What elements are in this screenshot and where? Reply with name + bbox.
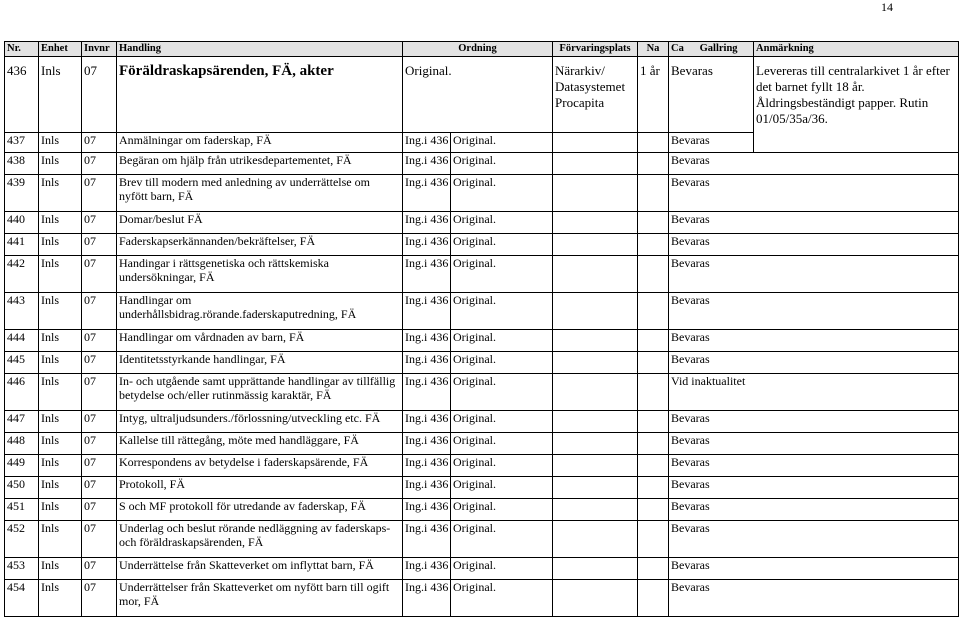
table-row: [5, 212, 959, 234]
cell-enhet: Inls: [39, 411, 82, 433]
table-row: [5, 352, 959, 374]
cell-invnr: 07: [82, 433, 117, 455]
cell-ordning: Original.: [451, 558, 553, 580]
cell-forvaringsplats: [553, 499, 638, 521]
table-row: [5, 580, 959, 617]
header-na: Na: [638, 42, 669, 57]
cell-ordning-ref: Ing.i 436: [403, 477, 451, 499]
cell-forvaringsplats: [553, 212, 638, 234]
table-row: [5, 433, 959, 455]
cell-nr: 450: [5, 477, 39, 499]
cell-gallring: Vid inaktualitet: [669, 374, 959, 411]
cell-invnr: 07: [82, 153, 117, 175]
cell-ordning: Original.: [403, 57, 553, 133]
cell-ordning: Original.: [451, 330, 553, 352]
cell-ordning-ref: Ing.i 436: [403, 293, 451, 330]
cell-nr: 439: [5, 175, 39, 212]
cell-handling: Handlingar om underhållsbidrag.rörande.faderskaputredning, FÄ: [117, 293, 403, 330]
header-invnr: Invnr: [82, 42, 117, 57]
cell-ordning-ref: Ing.i 436: [403, 521, 451, 558]
cell-ordning-ref: Ing.i 436: [403, 256, 451, 293]
table-row: [5, 256, 959, 293]
cell-invnr: 07: [82, 477, 117, 499]
cell-ordning: Original.: [451, 521, 553, 558]
table-row: [5, 175, 959, 212]
header-anmarkning: Anmärkning: [754, 42, 959, 57]
cell-ordning-ref: Ing.i 436: [403, 455, 451, 477]
cell-ordning-ref: Ing.i 436: [403, 433, 451, 455]
cell-ordning: Original.: [451, 293, 553, 330]
cell-gallring: Bevaras: [669, 433, 959, 455]
cell-ordning: Original.: [451, 133, 553, 153]
cell-gallring: Bevaras: [669, 352, 959, 374]
cell-invnr: 07: [82, 558, 117, 580]
cell-anmarkning: Levereras till centralarkivet 1 år efter det barnet fyllt 18 år. Åldringsbeständigt papper. Rutin 01/05/35a/36.: [754, 57, 959, 153]
table-row: [5, 293, 959, 330]
header-gallring: Gallring: [699, 43, 738, 54]
cell-invnr: 07: [82, 234, 117, 256]
cell-handling: Korrespondens av betydelse i faderskapsärende, FÄ: [117, 455, 403, 477]
cell-gallring: Bevaras: [669, 580, 959, 617]
cell-forvaringsplats: [553, 256, 638, 293]
cell-nr: 448: [5, 433, 39, 455]
header-enhet: Enhet: [39, 42, 82, 57]
cell-na-empty: [638, 580, 669, 617]
cell-gallring: Bevaras: [669, 133, 959, 153]
header-ca-gallring: [669, 42, 754, 57]
cell-handling: Faderskapserkännanden/bekräftelser, FÄ: [117, 234, 403, 256]
table-row: [5, 133, 959, 153]
cell-ordning: Original.: [451, 175, 553, 212]
cell-na-empty: [638, 411, 669, 433]
header-ca: Ca: [671, 43, 684, 54]
table-row: [5, 234, 959, 256]
header-nr: Nr.: [5, 42, 39, 57]
cell-enhet: Inls: [39, 477, 82, 499]
cell-na-empty: [638, 234, 669, 256]
table-row-main: [5, 57, 959, 133]
cell-nr: 447: [5, 411, 39, 433]
cell-forvaringsplats: [553, 521, 638, 558]
cell-na-empty: [638, 153, 669, 175]
table-header: [5, 42, 959, 57]
cell-ordning-ref: Ing.i 436: [403, 352, 451, 374]
cell-invnr: 07: [82, 411, 117, 433]
cell-handling: Handlingar om vårdnaden av barn, FÄ: [117, 330, 403, 352]
cell-gallring: Bevaras: [669, 330, 959, 352]
cell-gallring: Bevaras: [669, 234, 959, 256]
cell-enhet: Inls: [39, 256, 82, 293]
cell-nr: 453: [5, 558, 39, 580]
cell-forvaringsplats: [553, 374, 638, 411]
cell-invnr: 07: [82, 175, 117, 212]
header-ordning: Ordning: [403, 42, 553, 57]
cell-gallring: Bevaras: [669, 175, 959, 212]
cell-enhet: Inls: [39, 499, 82, 521]
cell-enhet: Inls: [39, 293, 82, 330]
cell-na-empty: [638, 212, 669, 234]
cell-forvaringsplats: Närarkiv/ Datasystemet Procapita: [553, 57, 638, 133]
cell-enhet: Inls: [39, 330, 82, 352]
cell-ordning-ref: Ing.i 436: [403, 580, 451, 617]
cell-enhet: Inls: [39, 374, 82, 411]
cell-na-empty: [638, 133, 669, 153]
cell-ordning-ref: Ing.i 436: [403, 330, 451, 352]
cell-forvaringsplats: [553, 293, 638, 330]
cell-invnr: 07: [82, 256, 117, 293]
cell-forvaringsplats: [553, 330, 638, 352]
cell-na-empty: [638, 433, 669, 455]
cell-invnr: 07: [82, 133, 117, 153]
cell-forvaringsplats: [553, 455, 638, 477]
cell-na-empty: [638, 477, 669, 499]
cell-forvaringsplats: [553, 234, 638, 256]
cell-handling: Protokoll, FÄ: [117, 477, 403, 499]
cell-gallring: Bevaras: [669, 455, 959, 477]
cell-forvaringsplats: [553, 411, 638, 433]
cell-enhet: Inls: [39, 133, 82, 153]
cell-ordning-ref: Ing.i 436: [403, 411, 451, 433]
cell-ordning: Original.: [451, 352, 553, 374]
cell-handling: Intyg, ultraljudsunders./förlossning/utveckling etc. FÄ: [117, 411, 403, 433]
cell-ordning-ref: Ing.i 436: [403, 212, 451, 234]
cell-ordning: Original.: [451, 433, 553, 455]
cell-gallring: Bevaras: [669, 558, 959, 580]
cell-nr: 454: [5, 580, 39, 617]
cell-handling: Handingar i rättsgenetiska och rättskemiska undersökningar, FÄ: [117, 256, 403, 293]
cell-ca: 1 år: [638, 57, 669, 133]
cell-enhet: Inls: [39, 57, 82, 133]
cell-handling: Identitetsstyrkande handlingar, FÄ: [117, 352, 403, 374]
cell-invnr: 07: [82, 374, 117, 411]
cell-handling: Underlag och beslut rörande nedläggning av faderskaps- och föräldraskapsärenden, FÄ: [117, 521, 403, 558]
cell-gallring: Bevaras: [669, 256, 959, 293]
cell-ordning-ref: Ing.i 436: [403, 374, 451, 411]
cell-na-empty: [638, 558, 669, 580]
cell-na-empty: [638, 352, 669, 374]
cell-ordning: Original.: [451, 256, 553, 293]
cell-forvaringsplats: [553, 477, 638, 499]
cell-nr: 441: [5, 234, 39, 256]
cell-invnr: 07: [82, 330, 117, 352]
cell-handling: Begäran om hjälp från utrikesdepartementet, FÄ: [117, 153, 403, 175]
cell-gallring: Bevaras: [669, 521, 959, 558]
cell-handling: S och MF protokoll för utredande av faderskap, FÄ: [117, 499, 403, 521]
cell-handling: Brev till modern med anledning av underrättelse om nyfött barn, FÄ: [117, 175, 403, 212]
cell-nr: 440: [5, 212, 39, 234]
cell-ordning-ref: Ing.i 436: [403, 499, 451, 521]
cell-enhet: Inls: [39, 558, 82, 580]
cell-na-empty: [638, 175, 669, 212]
table-row: [5, 477, 959, 499]
cell-na-empty: [638, 256, 669, 293]
cell-forvaringsplats: [553, 433, 638, 455]
cell-invnr: 07: [82, 293, 117, 330]
header-forvaringsplats: Förvaringsplats: [553, 42, 638, 57]
cell-enhet: Inls: [39, 455, 82, 477]
cell-invnr: 07: [82, 352, 117, 374]
cell-forvaringsplats: [553, 558, 638, 580]
cell-na-empty: [638, 455, 669, 477]
cell-ordning: Original.: [451, 374, 553, 411]
cell-forvaringsplats: [553, 580, 638, 617]
table-row: [5, 499, 959, 521]
cell-forvaringsplats: [553, 133, 638, 153]
cell-gallring: Bevaras: [669, 477, 959, 499]
cell-ordning: Original.: [451, 411, 553, 433]
records-table: [4, 41, 959, 617]
cell-enhet: Inls: [39, 153, 82, 175]
cell-nr: 446: [5, 374, 39, 411]
cell-ordning-ref: Ing.i 436: [403, 234, 451, 256]
page-number: 14: [881, 0, 893, 14]
cell-handling: In- och utgående samt upprättande handlingar av tillfällig betydelse och/eller rutinmässig karaktär, FÄ: [117, 374, 403, 411]
cell-enhet: Inls: [39, 212, 82, 234]
table-row: [5, 521, 959, 558]
cell-invnr: 07: [82, 212, 117, 234]
cell-ordning-ref: Ing.i 436: [403, 153, 451, 175]
cell-invnr: 07: [82, 580, 117, 617]
cell-nr: 445: [5, 352, 39, 374]
table-row: [5, 455, 959, 477]
cell-enhet: Inls: [39, 580, 82, 617]
cell-handling-title: Föräldraskapsärenden, FÄ, akter: [117, 57, 403, 133]
cell-nr: 442: [5, 256, 39, 293]
cell-nr: 436: [5, 57, 39, 133]
cell-enhet: Inls: [39, 234, 82, 256]
table-row: [5, 374, 959, 411]
cell-forvaringsplats: [553, 352, 638, 374]
cell-nr: 437: [5, 133, 39, 153]
cell-nr: 444: [5, 330, 39, 352]
cell-handling: Underrättelser från Skatteverket om nyfött barn till ogift mor, FÄ: [117, 580, 403, 617]
cell-ordning-ref: Ing.i 436: [403, 133, 451, 153]
cell-enhet: Inls: [39, 352, 82, 374]
cell-gallring: Bevaras: [669, 499, 959, 521]
cell-enhet: Inls: [39, 175, 82, 212]
cell-na-empty: [638, 293, 669, 330]
cell-nr: 452: [5, 521, 39, 558]
cell-ordning: Original.: [451, 477, 553, 499]
cell-gallring: Bevaras: [669, 411, 959, 433]
cell-na-empty: [638, 521, 669, 558]
cell-enhet: Inls: [39, 433, 82, 455]
cell-forvaringsplats: [553, 153, 638, 175]
cell-invnr: 07: [82, 521, 117, 558]
cell-nr: 438: [5, 153, 39, 175]
cell-nr: 449: [5, 455, 39, 477]
cell-nr: 443: [5, 293, 39, 330]
cell-ordning: Original.: [451, 580, 553, 617]
cell-ordning: Original.: [451, 499, 553, 521]
table-row: [5, 153, 959, 175]
cell-ordning-ref: Ing.i 436: [403, 558, 451, 580]
header-handling: Handling: [117, 42, 403, 57]
cell-handling: Anmälningar om faderskap, FÄ: [117, 133, 403, 153]
cell-handling: Domar/beslut FÄ: [117, 212, 403, 234]
cell-ordning-ref: Ing.i 436: [403, 175, 451, 212]
cell-handling: Kallelse till rättegång, möte med handläggare, FÄ: [117, 433, 403, 455]
cell-gallring: Bevaras: [669, 293, 959, 330]
cell-ordning: Original.: [451, 153, 553, 175]
cell-gallring: Bevaras: [669, 212, 959, 234]
cell-invnr: 07: [82, 455, 117, 477]
cell-na-empty: [638, 330, 669, 352]
table-row: [5, 411, 959, 433]
cell-enhet: Inls: [39, 521, 82, 558]
cell-ordning: Original.: [451, 234, 553, 256]
cell-na-empty: [638, 499, 669, 521]
cell-invnr: 07: [82, 499, 117, 521]
table-row: [5, 558, 959, 580]
cell-handling: Underrättelse från Skatteverket om inflyttat barn, FÄ: [117, 558, 403, 580]
table-row: [5, 330, 959, 352]
cell-gallring: Bevaras: [669, 153, 959, 175]
cell-na-empty: [638, 374, 669, 411]
cell-ordning: Original.: [451, 455, 553, 477]
cell-gallring: Bevaras: [669, 57, 754, 133]
cell-nr: 451: [5, 499, 39, 521]
cell-forvaringsplats: [553, 175, 638, 212]
cell-ordning: Original.: [451, 212, 553, 234]
cell-invnr: 07: [82, 57, 117, 133]
